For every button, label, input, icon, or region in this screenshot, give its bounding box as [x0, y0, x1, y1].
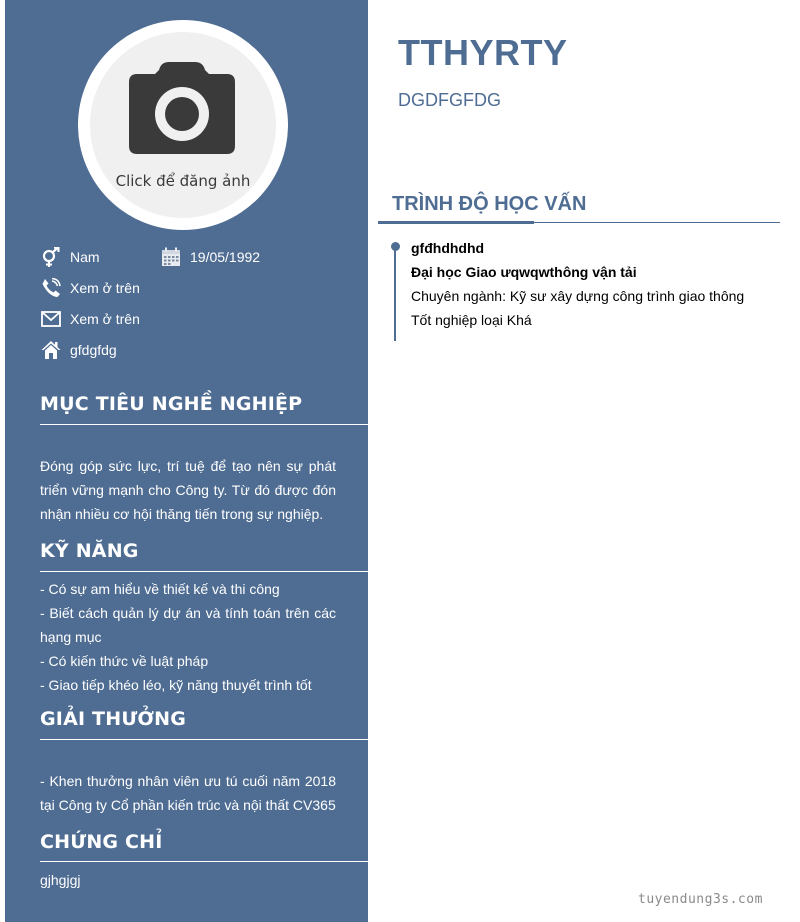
education-time: gfđhdhdhd	[411, 240, 485, 256]
gender-icon	[40, 246, 62, 268]
education-timeline	[394, 244, 396, 341]
education-entry	[411, 236, 771, 332]
education-divider-accent	[378, 221, 534, 224]
certificates-divider	[40, 861, 368, 862]
email-row	[40, 308, 140, 330]
candidate-name: TTHYRTY	[398, 32, 568, 73]
awards-divider	[40, 739, 368, 740]
objective-text: Đóng góp sức lực, trí tuệ để tạo nên sự phát triển vững mạnh cho Công ty. Từ đó được đón nhận nhiều cơ hội thăng tiến trong sự nghiệp.	[40, 458, 336, 522]
address-row	[40, 339, 117, 361]
birthday-value: 19/05/1992	[190, 249, 261, 265]
home-icon	[40, 339, 62, 361]
avatar[interactable]	[78, 20, 288, 230]
education-grade: Tốt nghiệp loại Khá	[411, 312, 532, 328]
avatar-upload-label[interactable]: Click để đăng ảnh	[115, 172, 251, 190]
phone-row	[40, 277, 140, 299]
skill-item: - Có kiến thức về luật pháp	[40, 653, 209, 669]
calendar-icon	[160, 246, 182, 268]
skill-item: - Có sự am hiểu về thiết kế và thi công	[40, 581, 280, 597]
certificates-title: CHỨNG CHỈ	[40, 831, 163, 853]
awards-title: GIẢI THƯỞNG	[40, 708, 187, 730]
education-major: Chuyên ngành: Kỹ sư xây dựng công trình giao thông	[411, 288, 745, 304]
skills-title: KỸ NĂNG	[40, 540, 139, 562]
email-value: Xem ở trên	[70, 311, 140, 327]
avatar-placeholder[interactable]	[90, 32, 276, 218]
skills-list	[40, 577, 336, 697]
mail-icon	[40, 308, 62, 330]
timeline-dot	[391, 242, 400, 251]
camera-icon	[127, 60, 237, 156]
education-title: TRÌNH ĐỘ HỌC VẤN	[392, 193, 587, 215]
gender-value: Nam	[70, 249, 100, 265]
birthday-row	[160, 246, 260, 268]
objective-title: MỤC TIÊU NGHỀ NGHIỆP	[40, 393, 303, 415]
education-school: Đại học Giao ưqwqwthông vận tải	[411, 264, 637, 280]
skill-item: - Giao tiếp khéo léo, kỹ năng thuyết trình tốt	[40, 677, 312, 693]
phone-icon	[40, 277, 62, 299]
skills-divider	[40, 571, 368, 572]
candidate-position: DGDFGFDG	[398, 90, 501, 110]
certificates-text: gjhgjgj	[40, 872, 81, 888]
skill-item: - Biết cách quản lý dự án và tính toán trên các hạng mục	[40, 605, 336, 645]
sidebar	[5, 0, 368, 922]
awards-text: - Khen thưởng nhân viên ưu tú cuối năm 2018 tại Công ty Cổ phần kiến trúc và nội thất CV365	[40, 773, 336, 813]
gender-row	[40, 246, 100, 268]
address-value: gfdgfdg	[70, 342, 117, 358]
objective-divider	[40, 424, 368, 425]
watermark: tuyendung3s.com	[638, 892, 763, 907]
phone-value: Xem ở trên	[70, 280, 140, 296]
